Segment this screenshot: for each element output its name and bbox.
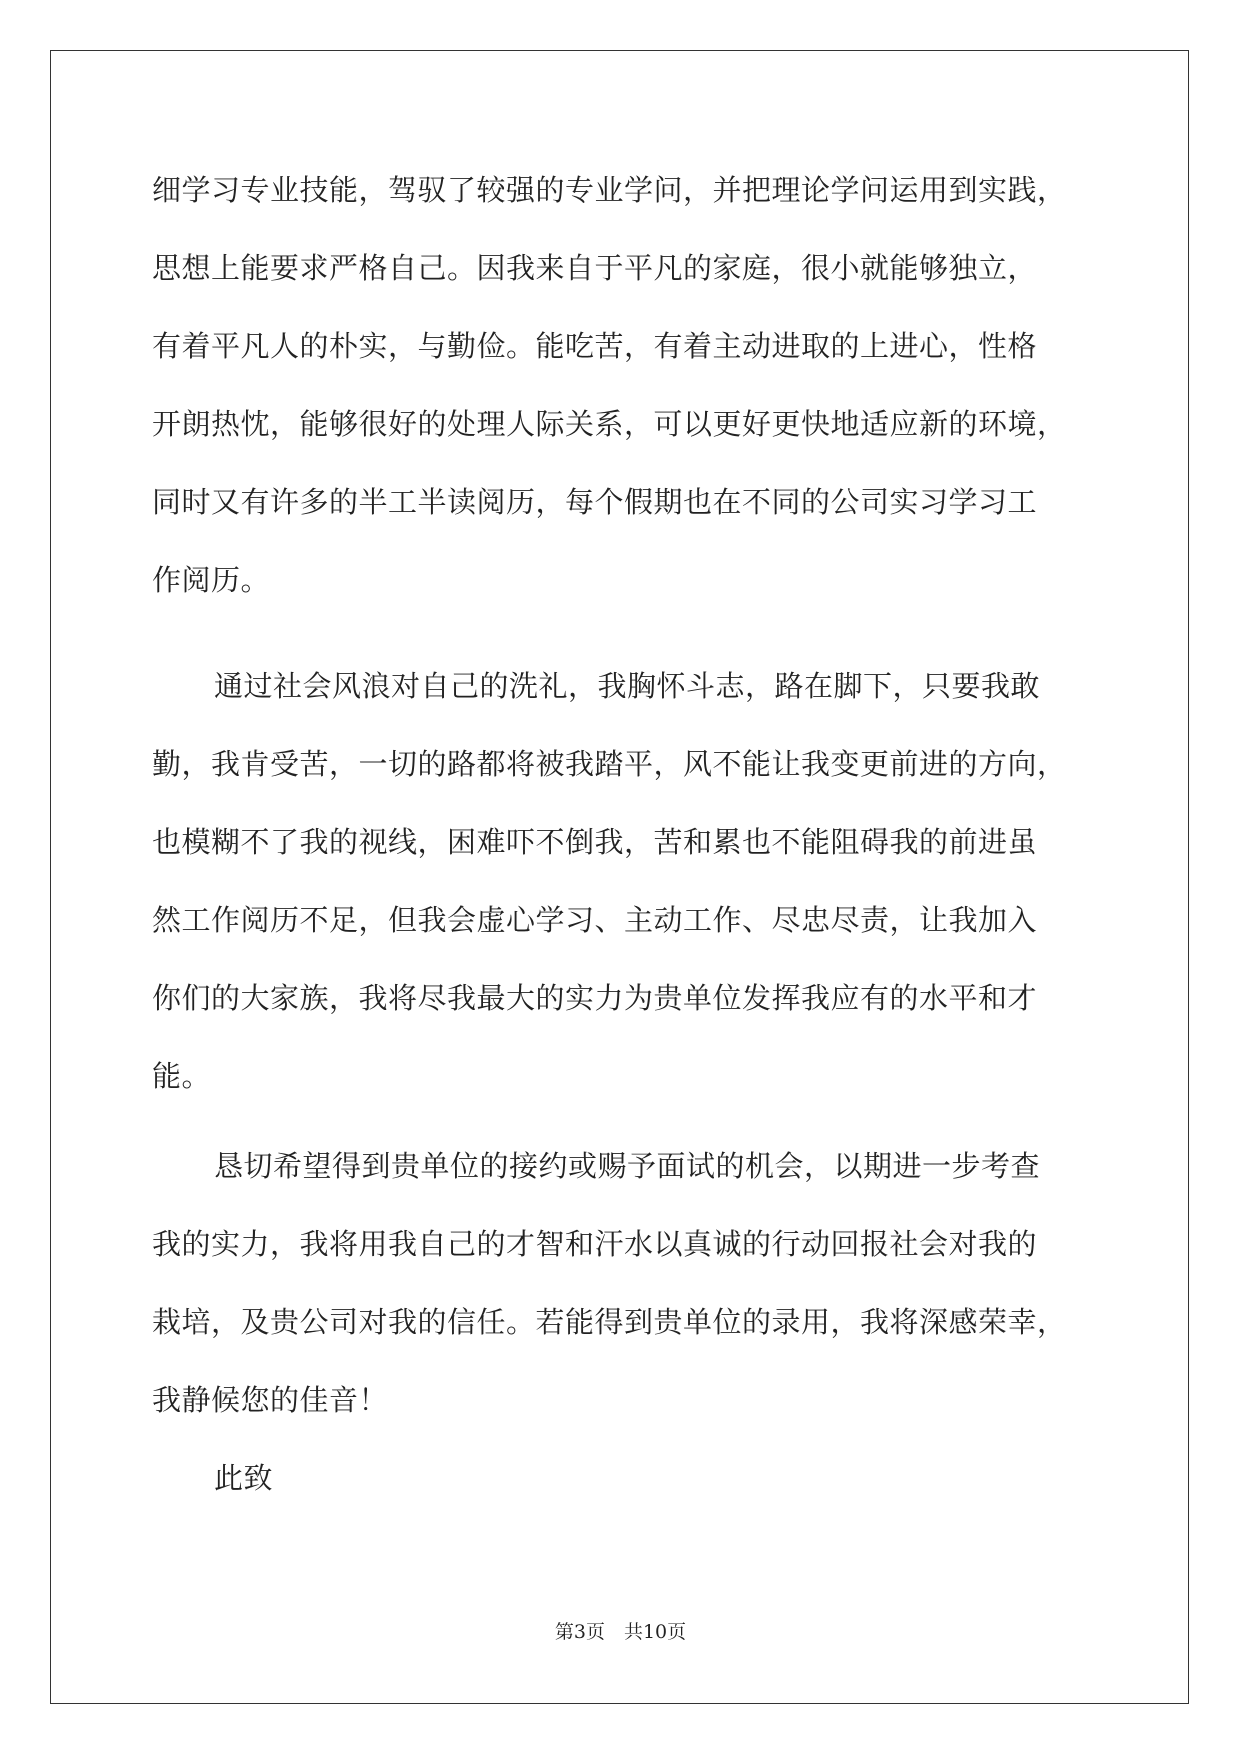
page-number-footer: 第3页 共10页 bbox=[554, 1621, 687, 1643]
text-line: 有着平凡人的朴实，与勤俭。能吃苦，有着主动进取的上进心，性格 bbox=[152, 329, 1038, 363]
paragraph-start-line: 恳切希望得到贵单位的接约或赐予面试的机会，以期进一步考查 bbox=[214, 1149, 1041, 1183]
text-line: 开朗热忱，能够很好的处理人际关系，可以更好更快地适应新的环境， bbox=[152, 407, 1067, 441]
text-line: 然工作阅历不足，但我会虚心学习、主动工作、尽忠尽责，让我加入 bbox=[152, 903, 1038, 937]
closing-salutation: 此致 bbox=[214, 1461, 274, 1495]
text-line: 同时又有许多的半工半读阅历，每个假期也在不同的公司实习学习工 bbox=[152, 485, 1038, 519]
text-line: 能。 bbox=[152, 1059, 212, 1093]
text-line: 勤，我肯受苦，一切的路都将被我踏平，风不能让我变更前进的方向， bbox=[152, 747, 1067, 781]
text-line: 细学习专业技能，驾驭了较强的专业学问，并把理论学问运用到实践， bbox=[152, 173, 1067, 207]
text-line: 作阅历。 bbox=[152, 563, 271, 597]
text-line: 你们的大家族，我将尽我最大的实力为贵单位发挥我应有的水平和才 bbox=[152, 981, 1038, 1015]
page-border bbox=[50, 50, 1189, 1704]
text-line: 栽培，及贵公司对我的信任。若能得到贵单位的录用，我将深感荣幸， bbox=[152, 1305, 1067, 1339]
text-line: 思想上能要求严格自己。因我来自于平凡的家庭，很小就能够独立， bbox=[152, 251, 1038, 285]
paragraph-start-line: 通过社会风浪对自己的洗礼，我胸怀斗志，路在脚下，只要我敢 bbox=[214, 669, 1041, 703]
text-line: 我静候您的佳音！ bbox=[152, 1383, 389, 1417]
text-line: 我的实力，我将用我自己的才智和汗水以真诚的行动回报社会对我的 bbox=[152, 1227, 1038, 1261]
text-line: 也模糊不了我的视线，困难吓不倒我，苦和累也不能阻碍我的前进虽 bbox=[152, 825, 1038, 859]
